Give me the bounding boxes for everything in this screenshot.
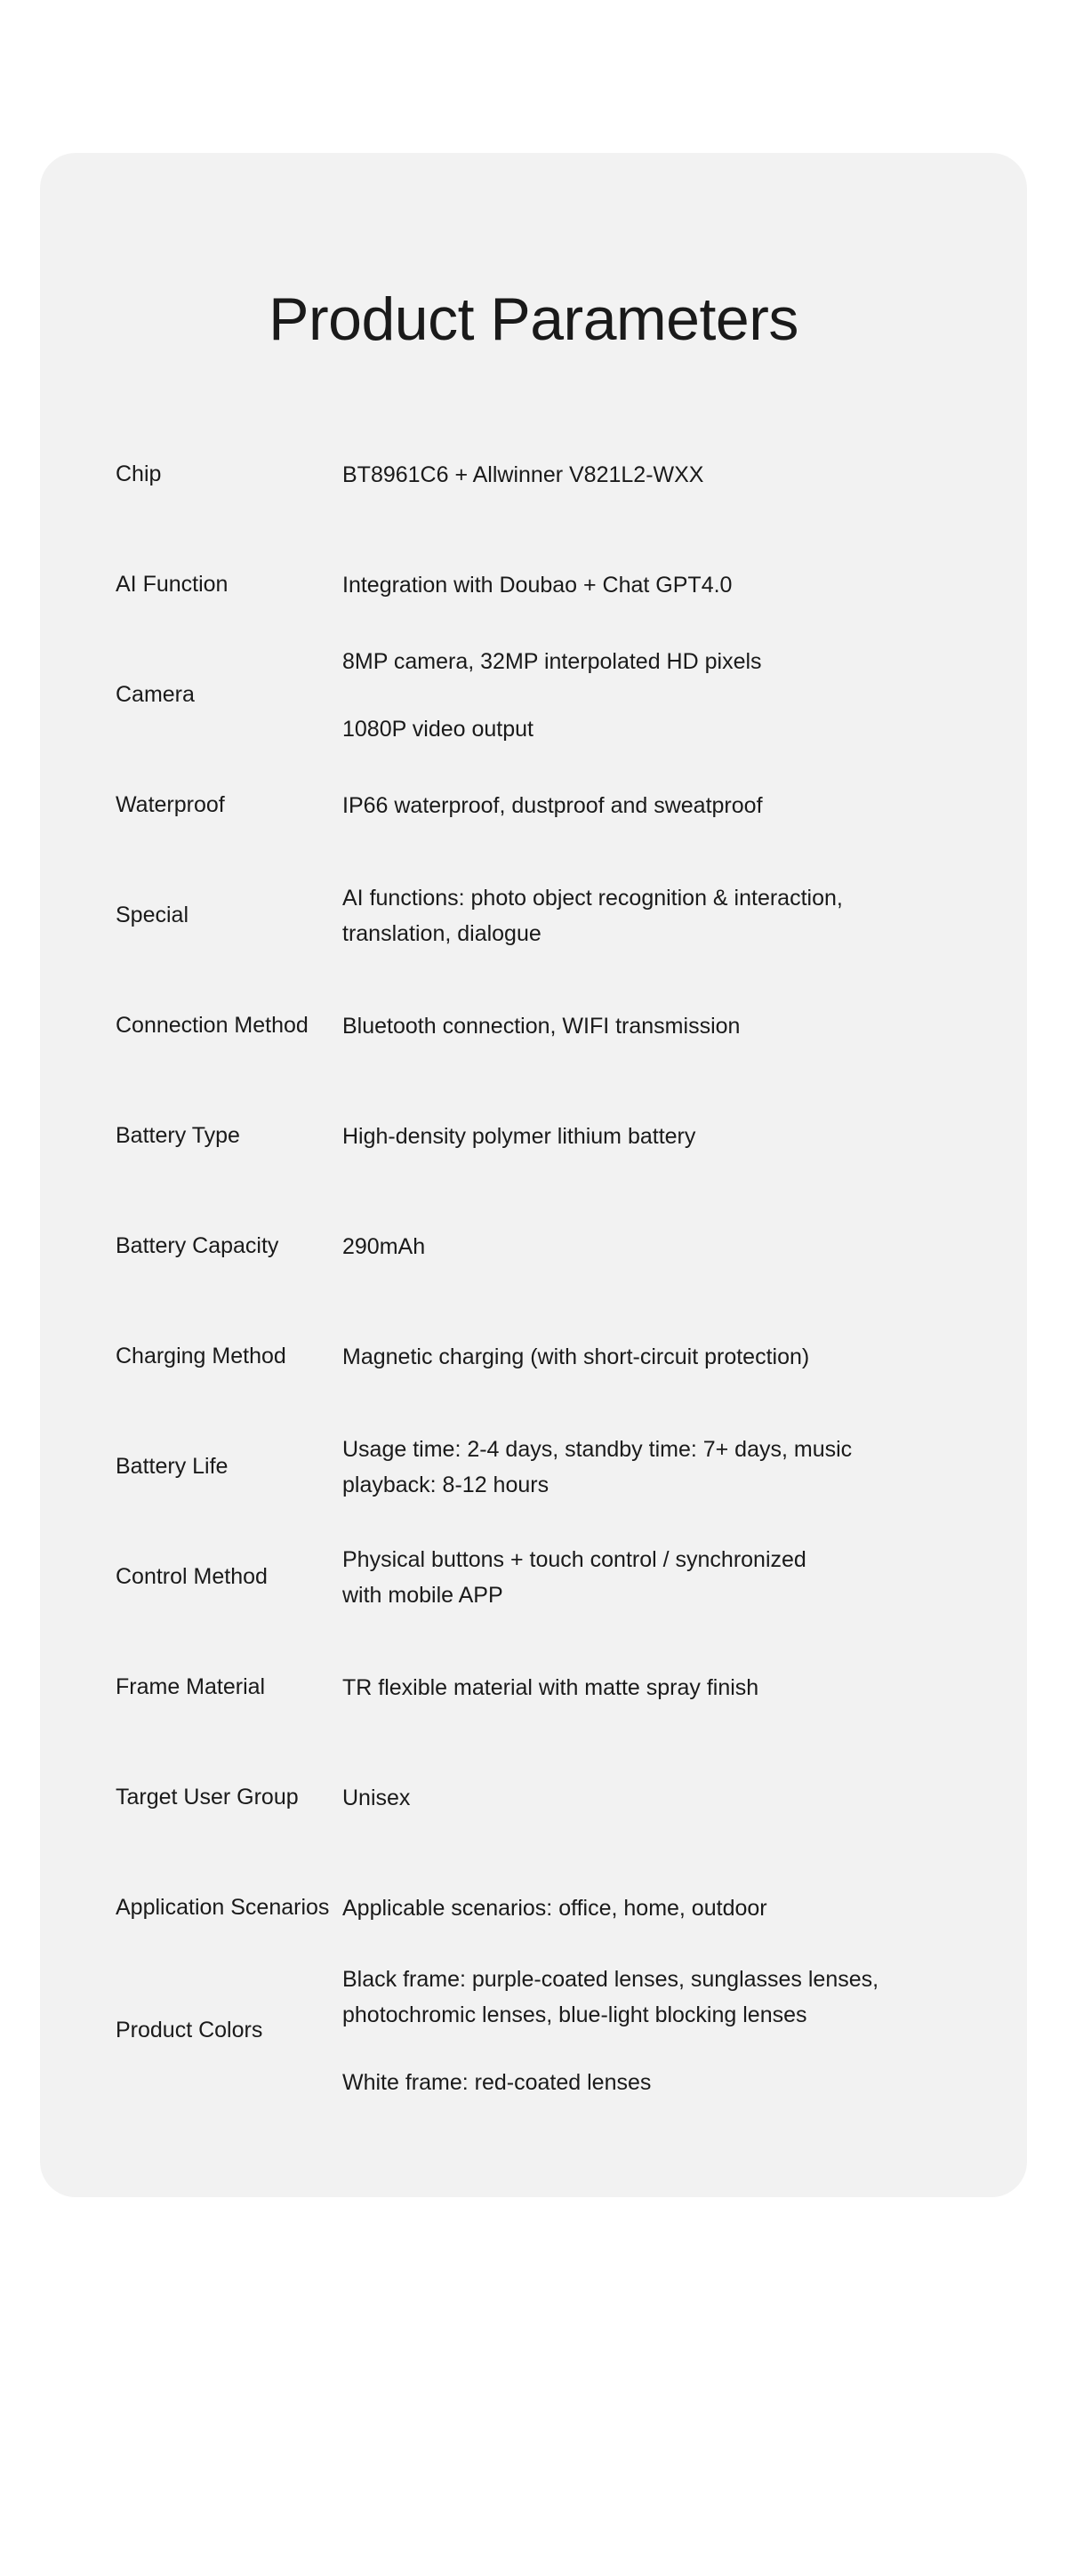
spec-value-line: 290mAh <box>342 1233 426 1259</box>
spec-label: Special <box>116 902 189 927</box>
table-row <box>40 1853 1027 1963</box>
spec-value <box>342 1302 1027 1412</box>
spec-value-line: IP66 waterproof, dustproof and sweatproof <box>342 792 763 818</box>
spec-value <box>342 1743 1027 1853</box>
spec-label: Camera <box>116 681 195 707</box>
specifications-body <box>40 420 1027 2099</box>
table-row <box>40 1302 1027 1412</box>
spec-value-line: photochromic lenses, blue-light blocking lenses <box>342 2002 807 2028</box>
spec-value-line: 8MP camera, 32MP interpolated HD pixels <box>342 648 762 674</box>
spec-label: Connection Method <box>116 1012 309 1038</box>
spec-value-line: with mobile APP <box>342 1582 503 1608</box>
spec-value-line: White frame: red-coated lenses <box>342 2070 652 2096</box>
spec-value <box>342 750 1027 861</box>
table-row <box>40 1081 1027 1192</box>
table-row <box>40 1412 1027 1522</box>
spec-label: Target User Group <box>116 1784 299 1810</box>
spec-label: Chip <box>116 461 162 486</box>
spec-value <box>342 640 1027 750</box>
spec-value <box>342 1412 1027 1522</box>
spec-value <box>342 1522 1027 1633</box>
spec-value-line: Integration with Doubao + Chat GPT4.0 <box>342 572 733 598</box>
spec-value-line: Black frame: purple-coated lenses, sunglasses lenses, <box>342 1966 879 1992</box>
table-row <box>40 1963 1027 2099</box>
spec-value-line: playback: 8-12 hours <box>342 1472 550 1497</box>
table-row <box>40 1633 1027 1743</box>
spec-value-line: Physical buttons + touch control / synchronized <box>342 1546 806 1572</box>
specifications-table <box>40 420 1027 2099</box>
table-row <box>40 1522 1027 1633</box>
spec-label: AI Function <box>116 571 229 597</box>
spec-value-line: Bluetooth connection, WIFI transmission <box>342 1013 741 1039</box>
spec-value <box>342 1963 1027 2099</box>
table-row <box>40 530 1027 640</box>
spec-value <box>342 1853 1027 1963</box>
spec-label: Charging Method <box>116 1343 286 1368</box>
spec-label: Battery Life <box>116 1453 229 1479</box>
spec-label: Frame Material <box>116 1673 266 1699</box>
table-row <box>40 971 1027 1081</box>
spec-value <box>342 971 1027 1081</box>
spec-value-line: 1080P video output <box>342 716 534 742</box>
table-row <box>40 1192 1027 1302</box>
spec-value <box>342 530 1027 640</box>
spec-value-line: BT8961C6 + Allwinner V821L2-WXX <box>342 461 704 487</box>
spec-value <box>342 420 1027 530</box>
spec-value <box>342 1192 1027 1302</box>
table-row <box>40 420 1027 530</box>
spec-value <box>342 861 1027 971</box>
table-row <box>40 750 1027 861</box>
spec-value-line: Usage time: 2-4 days, standby time: 7+ days, music <box>342 1436 853 1462</box>
spec-value-line: TR flexible material with matte spray finish <box>342 1674 759 1700</box>
spec-value-line: High-density polymer lithium battery <box>342 1123 696 1149</box>
spec-label: Application Scenarios <box>116 1894 330 1920</box>
parameters-card <box>40 153 1027 2197</box>
spec-label: Waterproof <box>116 791 225 817</box>
spec-label: Control Method <box>116 1563 268 1589</box>
spec-value-line: translation, dialogue <box>342 920 542 946</box>
table-row <box>40 640 1027 750</box>
spec-value <box>342 1081 1027 1192</box>
spec-value <box>342 1633 1027 1743</box>
spec-value-line: Magnetic charging (with short-circuit protection) <box>342 1344 810 1369</box>
spec-value-line: AI functions: photo object recognition & interaction, <box>342 885 843 911</box>
spec-label: Battery Type <box>116 1122 240 1148</box>
page-title: Product Parameters <box>269 285 798 353</box>
spec-value-line: Applicable scenarios: office, home, outdoor <box>342 1895 767 1921</box>
spec-value-line: Unisex <box>342 1785 411 1810</box>
table-row <box>40 1743 1027 1853</box>
spec-label: Battery Capacity <box>116 1232 279 1258</box>
spec-label: Product Colors <box>116 2018 263 2043</box>
table-row <box>40 861 1027 971</box>
